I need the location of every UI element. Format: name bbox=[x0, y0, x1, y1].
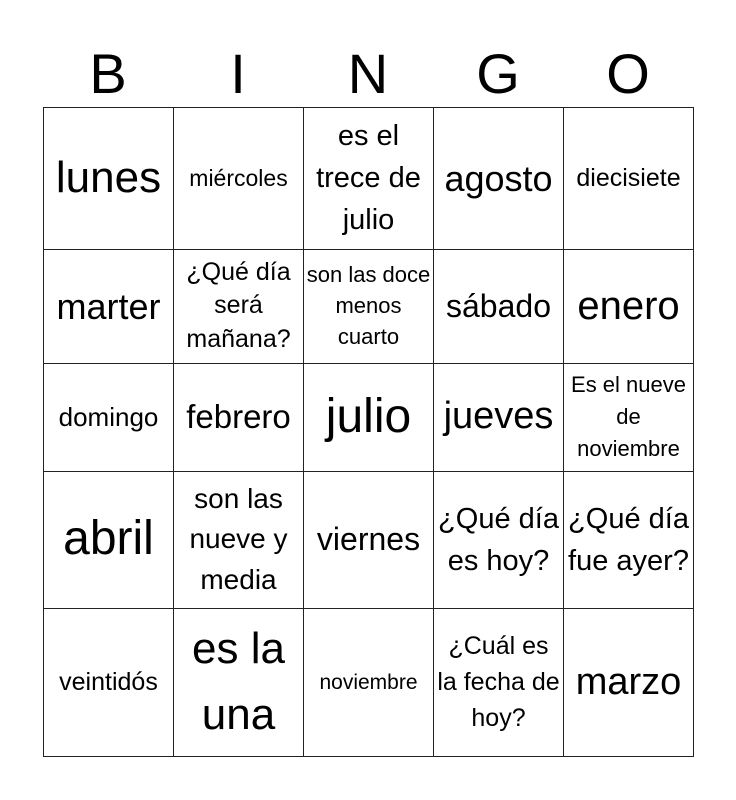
bingo-cell[interactable] bbox=[304, 363, 434, 471]
header-letter-b: B bbox=[89, 42, 127, 105]
cell-text: diecisiete bbox=[576, 164, 681, 193]
cell-text: ¿Cuál es la fecha de hoy? bbox=[437, 631, 560, 733]
bingo-cell[interactable] bbox=[304, 108, 434, 250]
bingo-cell[interactable] bbox=[564, 471, 694, 608]
bingo-cell[interactable] bbox=[174, 363, 304, 471]
cell-text: Es el nueve de noviembre bbox=[571, 372, 686, 462]
cell-text: febrero bbox=[186, 398, 291, 436]
bingo-cell[interactable] bbox=[304, 471, 434, 608]
bingo-row bbox=[44, 363, 694, 471]
bingo-cell[interactable] bbox=[564, 108, 694, 250]
bingo-cell[interactable] bbox=[564, 363, 694, 471]
cell-text: ¿Qué día será mañana? bbox=[186, 257, 291, 354]
header-letter-i: I bbox=[230, 42, 246, 105]
bingo-cell[interactable] bbox=[44, 471, 174, 608]
bingo-cell[interactable] bbox=[174, 249, 304, 363]
cell-text: julio bbox=[325, 389, 412, 443]
cell-text: enero bbox=[577, 284, 680, 329]
cell-text: son las nueve y media bbox=[189, 482, 288, 595]
bingo-row bbox=[44, 608, 694, 756]
bingo-row bbox=[44, 249, 694, 363]
cell-text: miércoles bbox=[189, 164, 288, 191]
header-letter-n: N bbox=[347, 42, 389, 105]
bingo-row bbox=[44, 108, 694, 250]
cell-text: marter bbox=[56, 285, 161, 327]
cell-text: domingo bbox=[58, 401, 159, 432]
bingo-header bbox=[43, 40, 693, 108]
bingo-cell[interactable] bbox=[174, 608, 304, 756]
bingo-cell[interactable] bbox=[44, 108, 174, 250]
bingo-cell[interactable] bbox=[44, 249, 174, 363]
cell-text: ¿Qué día fue ayer? bbox=[568, 502, 689, 577]
bingo-cell[interactable] bbox=[564, 249, 694, 363]
cell-text: es la una bbox=[192, 624, 285, 740]
cell-text: jueves bbox=[443, 395, 554, 438]
bingo-row bbox=[44, 471, 694, 608]
cell-text: marzo bbox=[575, 660, 682, 703]
bingo-cell[interactable] bbox=[434, 608, 564, 756]
cell-text: abril bbox=[63, 512, 154, 566]
cell-text: veintidós bbox=[59, 668, 158, 697]
bingo-cell[interactable] bbox=[434, 363, 564, 471]
bingo-cell[interactable] bbox=[434, 249, 564, 363]
header-letter-g: G bbox=[476, 42, 520, 105]
bingo-cell[interactable] bbox=[304, 249, 434, 363]
cell-text: agosto bbox=[444, 157, 553, 199]
cell-text: es el trece de julio bbox=[316, 120, 421, 237]
cell-text: noviembre bbox=[319, 670, 418, 694]
header-letter-o: O bbox=[606, 42, 650, 105]
bingo-cell[interactable] bbox=[44, 608, 174, 756]
cell-text: ¿Qué día es hoy? bbox=[438, 502, 559, 577]
cell-text: viernes bbox=[316, 521, 421, 558]
bingo-cell[interactable] bbox=[434, 471, 564, 608]
bingo-cell[interactable] bbox=[304, 608, 434, 756]
bingo-cell[interactable] bbox=[434, 108, 564, 250]
cell-text: sábado bbox=[446, 288, 551, 325]
bingo-cell[interactable] bbox=[564, 608, 694, 756]
bingo-card bbox=[43, 107, 694, 757]
cell-text: son las doce menos cuarto bbox=[306, 262, 431, 349]
bingo-cell[interactable] bbox=[174, 471, 304, 608]
cell-text: lunes bbox=[55, 153, 162, 203]
bingo-cell[interactable] bbox=[174, 108, 304, 250]
bingo-cell[interactable] bbox=[44, 363, 174, 471]
